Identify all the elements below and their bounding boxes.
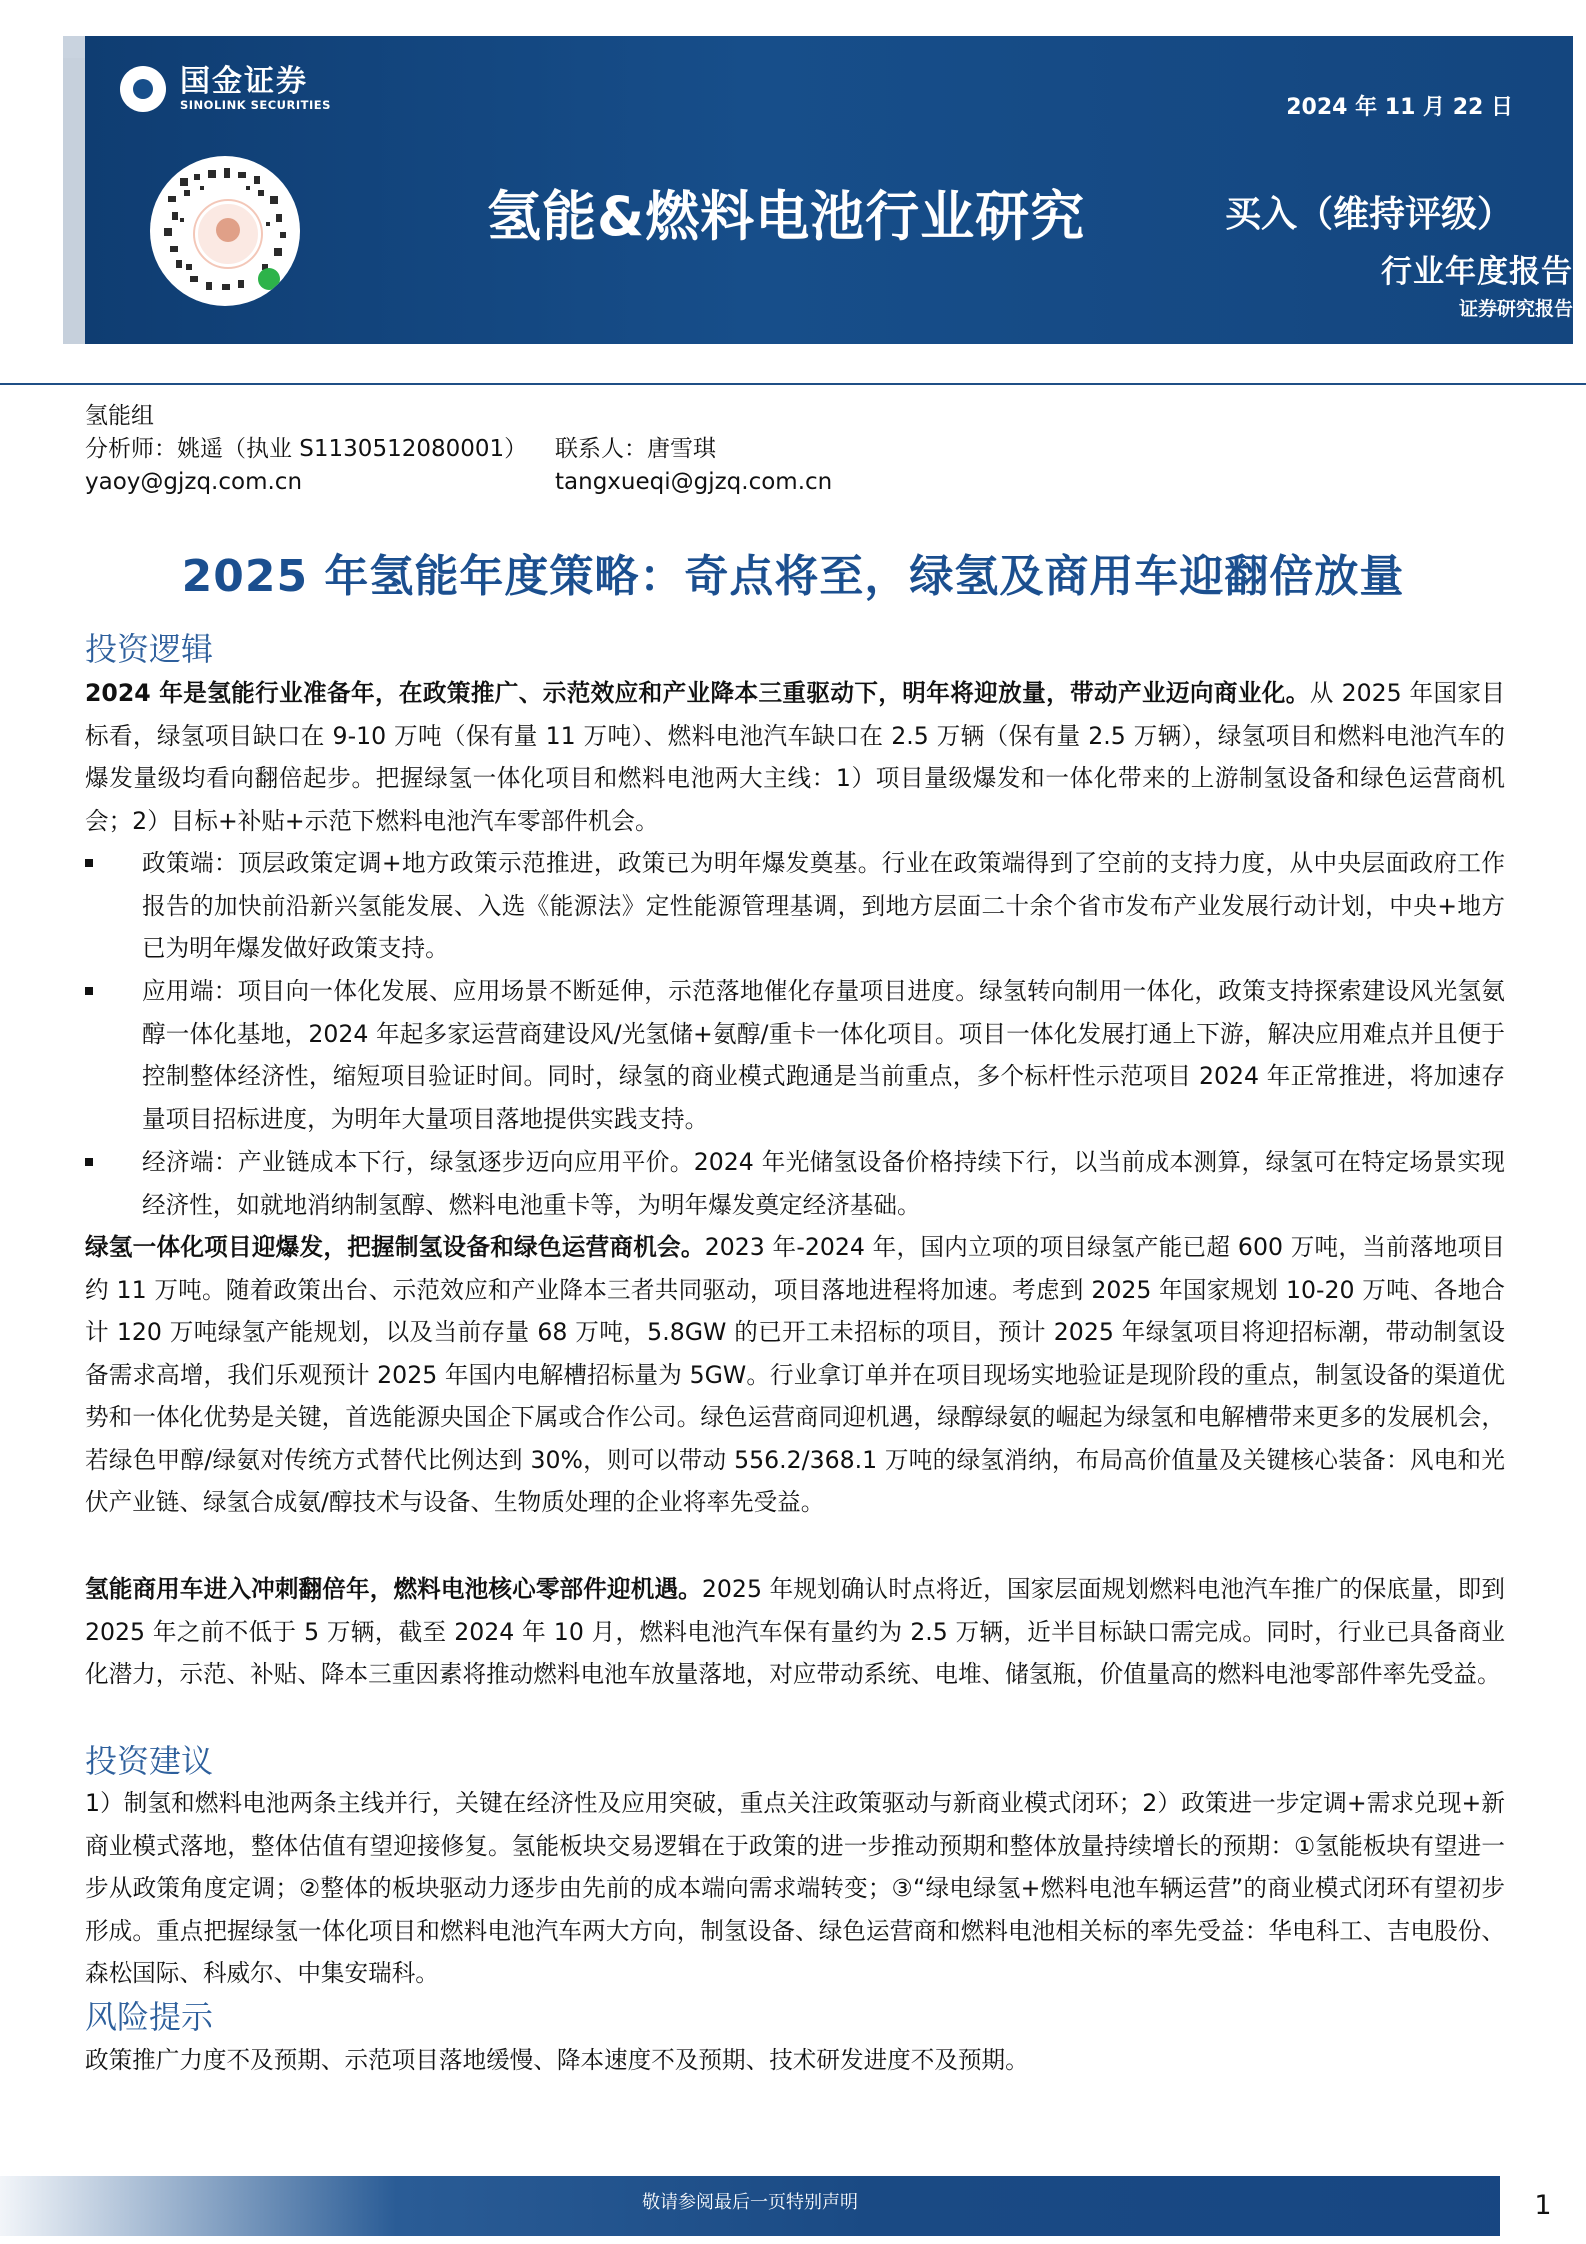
header-banner: [85, 36, 1573, 344]
paragraph-3-lead: 氢能商用车进入冲刺翻倍年，燃料电池核心零部件迎机遇。: [85, 1575, 702, 1603]
paragraph-3-body: 2025 年规划确认时点将近，国家层面规划燃料电池汽车推广的保底量，即到 2025 年之前不低于 5 万辆，截至 2024 年 10 月，燃料电池汽车保有量约为 2.5 万辆，近半目标缺口需完成。同时，行业已具备商业化潜力，示范、补贴、降本三重因素将推动燃料电池车放量落地，对应带动系统、电堆、储氢瓶，价值量高的燃料电池零部件率先受益。: [85, 1575, 1505, 1688]
group-name: 氢能组: [85, 403, 154, 429]
rating: 买入（维持评级）: [1224, 194, 1513, 235]
report-date: 2024 年 11 月 22 日: [1286, 95, 1513, 120]
analyst-email[interactable]: yaoy@gjzq.com.cn: [85, 469, 303, 495]
header-divider: [0, 383, 1586, 385]
report-title: 氢能&燃料电池行业研究: [487, 185, 1086, 248]
contact-line: 联系人：唐雪琪: [555, 436, 716, 462]
paragraph-1: [85, 672, 1505, 842]
company-logo: [120, 66, 331, 112]
document-title: 2025 年氢能年度策略：奇点将至，绿氢及商用车迎翻倍放量: [181, 551, 1405, 602]
footer-disclaimer: 敬请参阅最后一页特别声明: [642, 2192, 858, 2213]
contact-email[interactable]: tangxueqi@gjzq.com.cn: [555, 469, 833, 495]
bullet-policy: [85, 842, 1505, 970]
logo-name-en: SINOLINK SECURITIES: [180, 98, 331, 112]
paragraph-1-lead: 2024 年是氢能行业准备年，在政策推广、示范效应和产业降本三重驱动下，明年将迎放量，带动产业迈向商业化。: [85, 679, 1310, 707]
bullet-economy: [85, 1141, 1505, 1226]
section-heading-risk: 风险提示: [85, 1998, 214, 2036]
paragraph-2: [85, 1226, 1505, 1524]
bullet-text: 政策端：顶层政策定调+地方政策示范推进，政策已为明年爆发奠基。行业在政策端得到了空前的支持力度，从中央层面政府工作报告的加快前沿新兴氢能发展、入选《能源法》定性能源管理基调，到地方层面二十余个省市发布产业发展行动计划，中央+地方已为明年爆发做好政策支持。: [142, 849, 1505, 962]
paragraph-risk: 政策推广力度不及预期、示范项目落地缓慢、降本速度不及预期、技术研发进度不及预期。: [85, 2046, 1029, 2074]
paragraph-2-lead: 绿氢一体化项目迎爆发，把握制氢设备和绿色运营商机会。: [85, 1233, 705, 1261]
qr-center-logo-icon: [195, 201, 261, 267]
paragraph-advice: 1）制氢和燃料电池两条主线并行，关键在经济性及应用突破，重点关注政策驱动与新商业模式闭环；2）政策进一步定调+需求兑现+新商业模式落地，整体估值有望迎接修复。氢能板块交易逻辑在于政策的进一步推动预期和整体放量持续增长的预期：①氢能板块有望进一步从政策角度定调；②整体的板块驱动力逐步由先前的成本端向需求端转变；③“绿电绿氢+燃料电池车辆运营”的商业模式闭环有望初步形成。重点把握绿氢一体化项目和燃料电池汽车两大方向，制氢设备、绿色运营商和燃料电池相关标的率先受益：华电科工、吉电股份、森松国际、科威尔、中集安瑞科。: [85, 1789, 1505, 1987]
bullet-square-icon: [85, 859, 93, 867]
section-heading-advice: 投资建议: [85, 1742, 214, 1780]
page-number: 1: [1500, 2176, 1586, 2236]
paragraph-2-body: 2023 年-2024 年，国内立项的项目绿氢产能已超 600 万吨，当前落地项目约 11 万吨。随着政策出台、示范效应和产业降本三者共同驱动，项目落地进程将加速。考虑到 2025 年国家规划 10-20 万吨、各地合计 120 万吨绿氢产能规划，以及当前存量 68 万吨，5.8GW 的已开工未招标的项目，预计 2025 年绿氢项目将迎招标潮，带动制氢设备需求高增，我们乐观预计 2025 年国内电解槽招标量为 5GW。行业拿订单并在项目现场实地验证是现阶段的重点，制氢设备的渠道优势和一体化优势是关键，首选能源央国企下属或合作公司。绿色运营商同迎机遇，绿醇绿氨的崛起为绿氢和电解槽带来更多的发展机会，若绿色甲醇/绿氨对传统方式替代比例达到 30%，则可以带动 556.2/368.1 万吨的绿氢消纳，布局高价值量及关键核心装备：风电和光伏产业链、绿氢合成氨/醇技术与设备、生物质处理的企业将率先受益。: [85, 1233, 1505, 1516]
logo-icon: [120, 66, 166, 112]
paragraph-3: [85, 1568, 1505, 1696]
bullet-application: [85, 970, 1505, 1140]
mini-program-icon: [258, 268, 280, 290]
bullet-square-icon: [85, 1158, 93, 1166]
bullet-text: 经济端：产业链成本下行，绿氢逐步迈向应用平价。2024 年光储氢设备价格持续下行，以当前成本测算，绿氢可在特定场景实现经济性，如就地消纳制氢醇、燃料电池重卡等，为明年爆发奠定经济基础。: [142, 1148, 1505, 1219]
logo-name-cn: 国金证券: [180, 64, 308, 99]
bullet-square-icon: [85, 987, 93, 995]
analyst-line: 分析师：姚遥（执业 S1130512080001）: [85, 436, 528, 462]
section-heading-logic: 投资逻辑: [85, 630, 214, 668]
report-category: 证券研究报告: [1458, 298, 1573, 320]
paragraph-1-body: 从 2025 年国家目标看，绿氢项目缺口在 9-10 万吨（保有量 11 万吨）、燃料电池汽车缺口在 2.5 万辆（保有量 2.5 万辆），绿氢项目和燃料电池汽车的爆发量级均看向翻倍起步。把握绿氢一体化项目和燃料电池两大主线：1）项目量级爆发和一体化带来的上游制氢设备和绿色运营商机会；2）目标+补贴+示范下燃料电池汽车零部件机会。: [85, 679, 1505, 835]
report-type: 行业年度报告: [1381, 254, 1573, 290]
bullet-text: 应用端：项目向一体化发展、应用场景不断延伸，示范落地催化存量项目进度。绿氢转向制用一体化，政策支持探索建设风光氢氨醇一体化基地，2024 年起多家运营商建设风/光氢储+氨醇/重卡一体化项目。项目一体化发展打通上下游，解决应用难点并且便于控制整体经济性，缩短项目验证时间。同时，绿氢的商业模式跑通是当前重点，多个标杆性示范项目 2024 年正常推进，将加速存量项目招标进度，为明年大量项目落地提供实践支持。: [142, 977, 1505, 1133]
qr-code-icon: [150, 156, 300, 306]
